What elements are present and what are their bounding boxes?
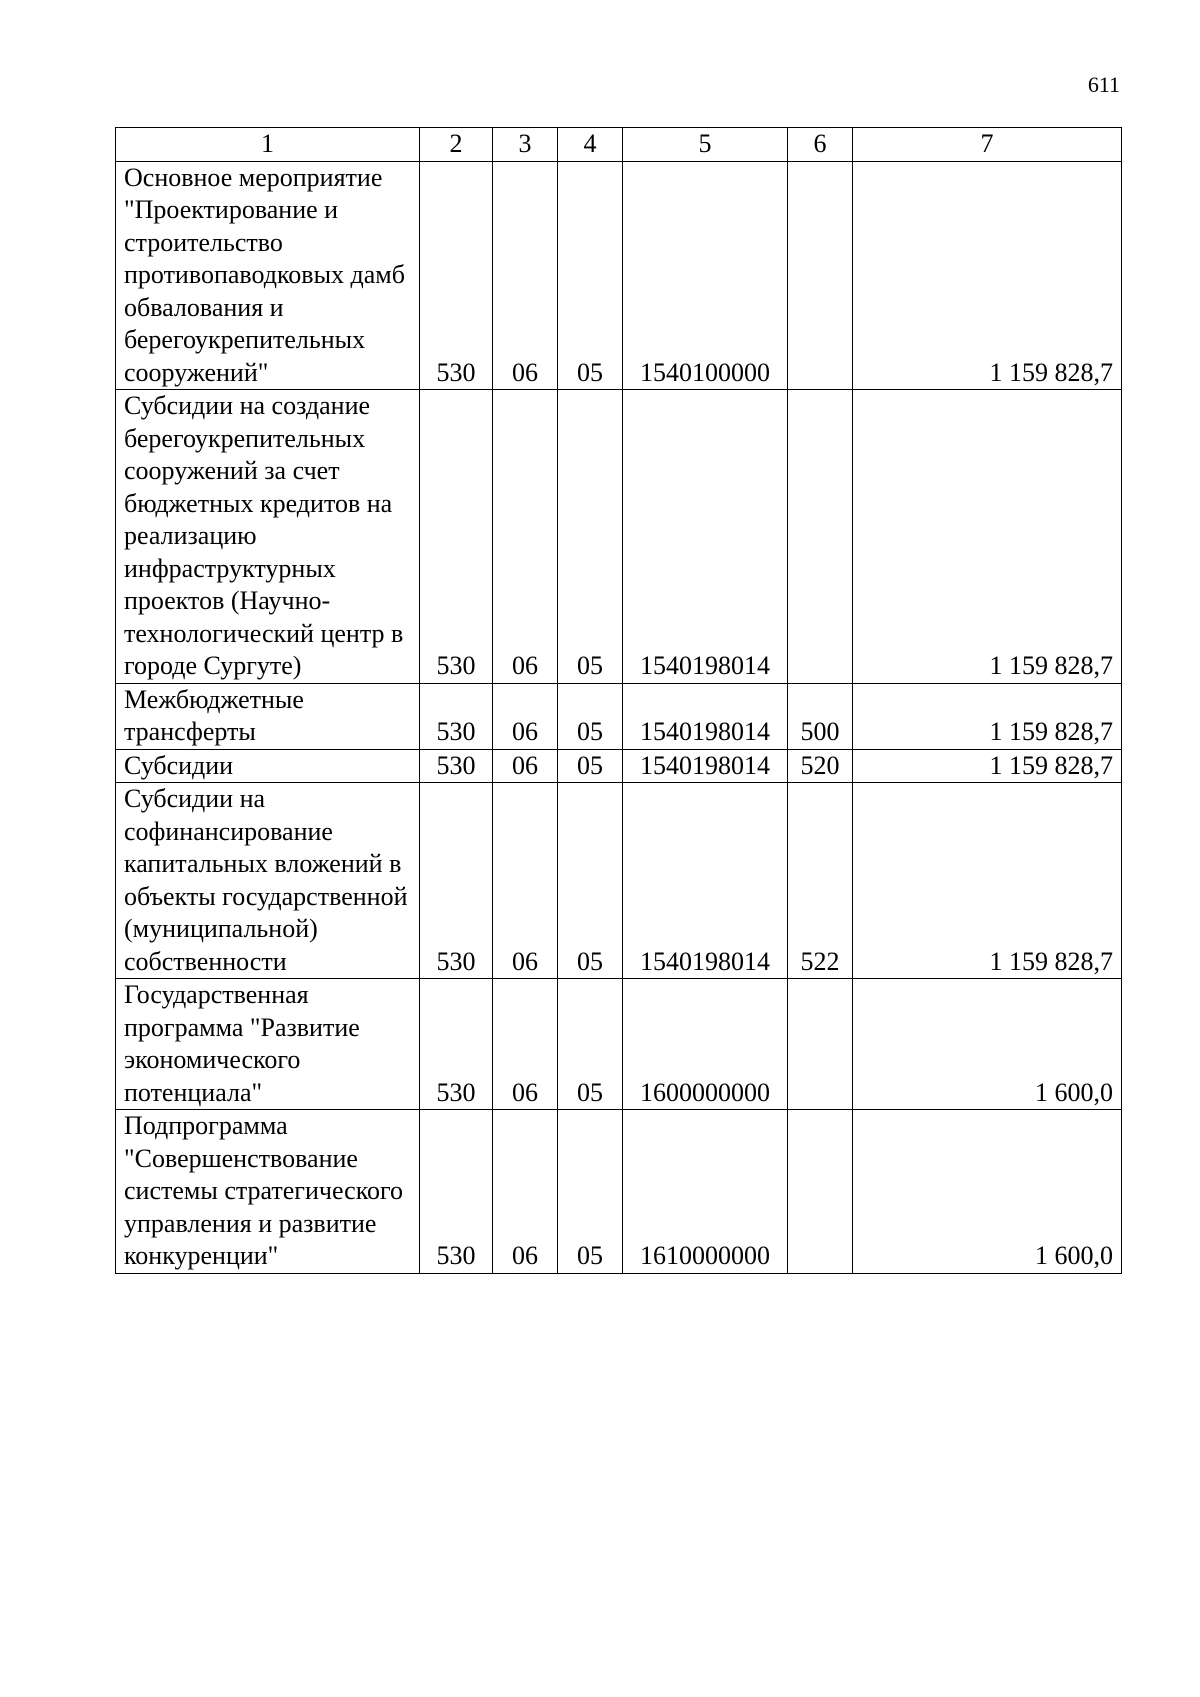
- row-code-6: [788, 161, 853, 390]
- row-code-3: 06: [493, 749, 558, 783]
- row-code-6: 500: [788, 683, 853, 749]
- row-code-6: 522: [788, 783, 853, 979]
- row-amount: 1 159 828,7: [853, 749, 1122, 783]
- row-amount: 1 159 828,7: [853, 783, 1122, 979]
- row-code-4: 05: [558, 749, 623, 783]
- row-code-3: 06: [493, 1110, 558, 1274]
- table-row: [116, 979, 1122, 1110]
- column-header-5: 5: [623, 128, 788, 162]
- table-row: [116, 390, 1122, 684]
- row-code-3: 06: [493, 979, 558, 1110]
- row-name: Государственная программа "Развитие экономического потенциала": [116, 979, 420, 1110]
- row-code-3: 06: [493, 161, 558, 390]
- row-code-2: 530: [420, 979, 493, 1110]
- row-code-6: [788, 979, 853, 1110]
- row-code-2: 530: [420, 783, 493, 979]
- row-name: Основное мероприятие "Проектирование и строительство противопаводковых дамб обвалования и берегоукрепительных сооружений": [116, 161, 420, 390]
- row-code-4: 05: [558, 783, 623, 979]
- row-code-5: 1540198014: [623, 749, 788, 783]
- row-code-2: 530: [420, 683, 493, 749]
- row-code-5: 1540100000: [623, 161, 788, 390]
- table-row: [116, 1110, 1122, 1274]
- row-code-2: 530: [420, 161, 493, 390]
- row-code-3: 06: [493, 683, 558, 749]
- row-code-4: 05: [558, 979, 623, 1110]
- row-amount: 1 159 828,7: [853, 390, 1122, 684]
- table-row: [116, 783, 1122, 979]
- row-code-6: [788, 390, 853, 684]
- column-header-4: 4: [558, 128, 623, 162]
- column-header-2: 2: [420, 128, 493, 162]
- row-code-2: 530: [420, 390, 493, 684]
- row-code-5: 1540198014: [623, 783, 788, 979]
- row-code-4: 05: [558, 390, 623, 684]
- row-name: Подпрограмма "Совершенствование системы стратегического управления и развитие конкуренции": [116, 1110, 420, 1274]
- column-header-3: 3: [493, 128, 558, 162]
- row-code-5: 1600000000: [623, 979, 788, 1110]
- row-code-4: 05: [558, 161, 623, 390]
- row-code-4: 05: [558, 683, 623, 749]
- row-amount: 1 600,0: [853, 979, 1122, 1110]
- row-name: Межбюджетные трансферты: [116, 683, 420, 749]
- table-row: [116, 749, 1122, 783]
- row-amount: 1 159 828,7: [853, 161, 1122, 390]
- row-code-6: 520: [788, 749, 853, 783]
- column-header-7: 7: [853, 128, 1122, 162]
- row-code-3: 06: [493, 390, 558, 684]
- row-name: Субсидии на создание берегоукрепительных сооружений за счет бюджетных кредитов на реализацию инфраструктурных проектов (Научно-технологический центр в городе Сургуте): [116, 390, 420, 684]
- table-header-row: [116, 128, 1122, 162]
- row-code-4: 05: [558, 1110, 623, 1274]
- row-code-5: 1540198014: [623, 390, 788, 684]
- row-name: Субсидии: [116, 749, 420, 783]
- row-code-2: 530: [420, 1110, 493, 1274]
- row-code-5: 1610000000: [623, 1110, 788, 1274]
- row-name: Субсидии на софинансирование капитальных вложений в объекты государственной (муниципальной) собственности: [116, 783, 420, 979]
- budget-table: [115, 127, 1122, 1274]
- row-amount: 1 159 828,7: [853, 683, 1122, 749]
- row-code-6: [788, 1110, 853, 1274]
- column-header-6: 6: [788, 128, 853, 162]
- table-row: [116, 683, 1122, 749]
- page-number: 611: [1087, 72, 1120, 97]
- row-code-5: 1540198014: [623, 683, 788, 749]
- table-row: [116, 161, 1122, 390]
- column-header-1: 1: [116, 128, 420, 162]
- row-amount: 1 600,0: [853, 1110, 1122, 1274]
- row-code-2: 530: [420, 749, 493, 783]
- row-code-3: 06: [493, 783, 558, 979]
